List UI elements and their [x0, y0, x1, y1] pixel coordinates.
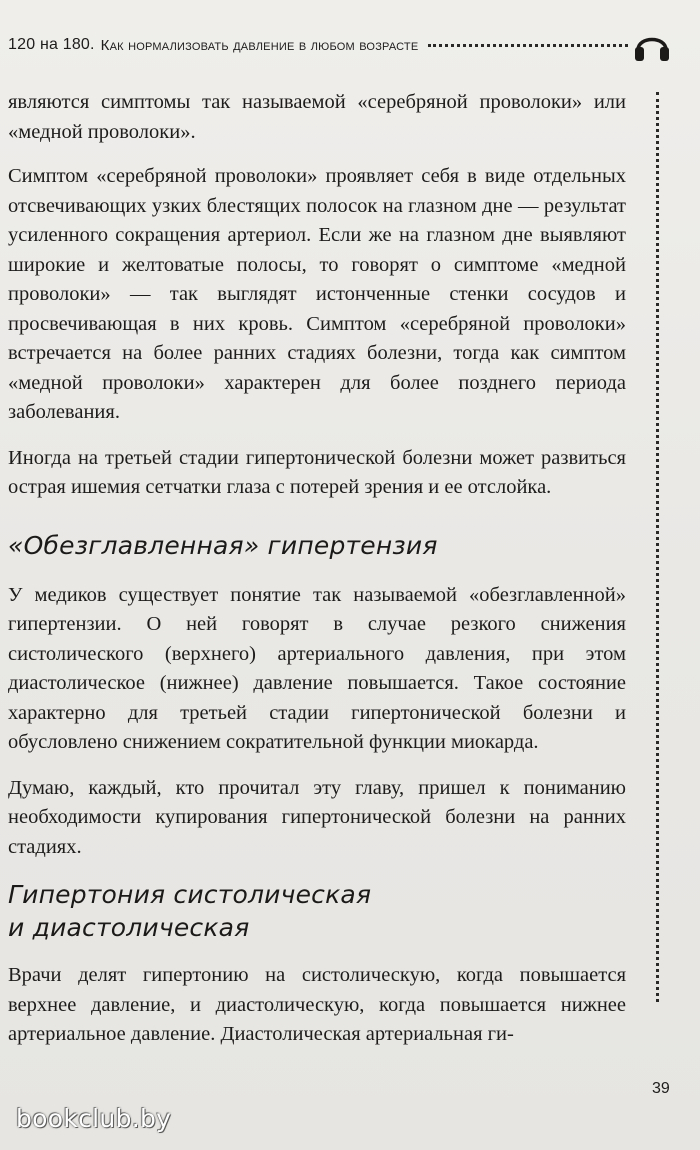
- main-text: [8, 88, 626, 1066]
- paragraph: являются симптомы так называемой «серебряной проволоки» или «медной проволоки».: [8, 91, 626, 143]
- header-book-title: Как нормализовать давление в любом возрасте: [100, 36, 419, 54]
- paragraph: Иногда на третьей стадии гипертонической болезни может развиться острая ишемия сетчатки глаза с потерей зрения и ее отслойка.: [8, 446, 626, 498]
- section-heading-decapitated-hypertension: «Обезглавленная» гипертензия: [8, 530, 438, 560]
- section-heading-line: Гипертония систолическая: [8, 880, 372, 909]
- paragraph: Думаю, каждый, кто прочитал эту главу, пришел к пониманию необходимости купирования гипертонической болезни на ранних стадиях.: [8, 776, 626, 858]
- paragraph: У медиков существует понятие так называемой «обезглавленной» гипертензии. О ней говорят в случае резкого снижения систолического (верхнего) артериального давления, при этом диастолическое (нижнее) давление повышается. Такое состояние характерно для третьей стадии гипертонической болезни и обусловлено снижением сократительной функции миокарда.: [8, 583, 626, 753]
- page-number: 39: [652, 1080, 670, 1097]
- section-heading-systolic-diastolic: [8, 878, 626, 944]
- paragraph: Врачи делят гипертонию на систолическую, когда повышается верхнее давление, и диастолическую, когда повышается нижнее артериальное давление. Диастолическая артериальная ги-: [8, 964, 626, 1045]
- site-watermark: bookclub.by: [16, 1104, 172, 1133]
- section-heading-line: и диастолическая: [8, 913, 250, 942]
- paragraph: Симптом «серебряной проволоки» проявляет себя в виде отдельных отсвечивающих узких блестящих полосок на глазном дне — результат усиленного сокращения артериол. Если же на глазном дне выявляют широкие и желтоватые полосы, то говорят о симптоме «медной проволоки» — так выглядят истонченные стенки сосудов и просвечивающая в них кровь. Симптом «серебряной проволоки» встречается на более ранних стадиях болезни, тогда как симптом «медной проволоки» характерен для более позднего периода заболевания.: [8, 165, 626, 423]
- header-page-range: 120 на 180.: [8, 36, 95, 53]
- side-dotted-rule: [656, 92, 663, 1002]
- running-header: [8, 34, 628, 56]
- header-dotted-rule: [428, 44, 628, 51]
- headphones-icon: [632, 28, 672, 64]
